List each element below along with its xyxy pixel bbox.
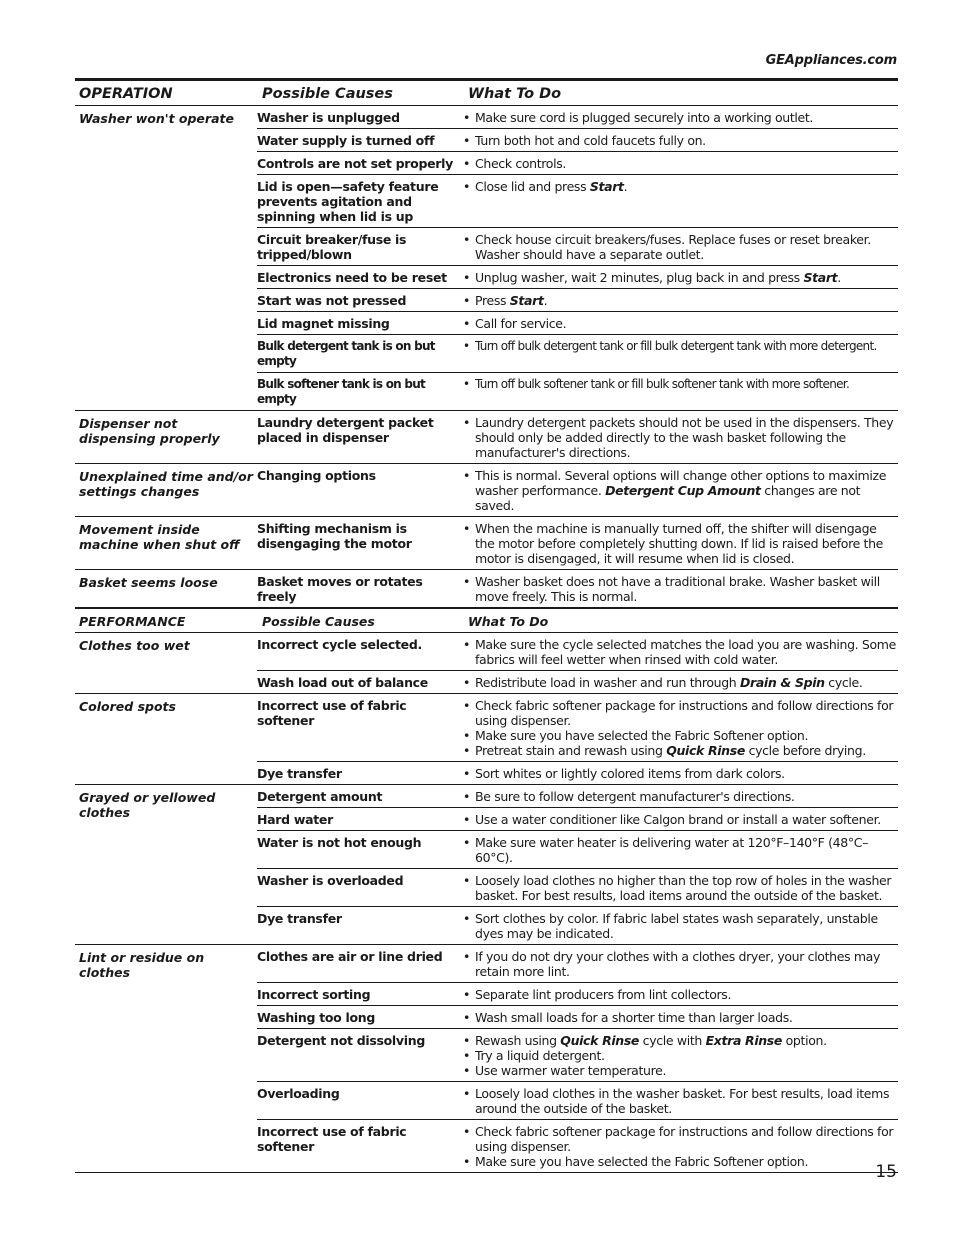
bullet-icon: • [463,521,471,536]
bullet-icon: • [463,339,470,353]
bullet-item [463,574,898,604]
bullet-icon: • [463,911,471,926]
section-title: OPERATION [79,86,173,102]
bullet-text: Call for service. [475,316,567,331]
bullet-text: Loosely load clothes no higher than the top row of holes in the washer basket. For best results, load items around the outside of the basket. [475,873,892,903]
bullet-icon: • [463,873,471,888]
page-number: 15 [875,1162,897,1182]
table-row [257,761,898,784]
bullet-text: This is normal. Several options will change other options to maximize washer performance. Detergent Cup Amount changes are not saved. [475,468,887,513]
bullet-icon: • [463,468,471,483]
cause-rows [257,694,898,784]
bullet-text: Washer basket does not have a traditional brake. Washer basket will move freely. This is normal. [475,574,880,604]
bullet-item [463,468,898,513]
what-to-do [463,133,898,148]
bullet-icon: • [463,1033,471,1048]
bullet-item [463,270,898,285]
bullet-text: Turn off bulk softener tank or fill bulk softener tank with more softener. [475,377,850,391]
table-row [257,174,898,227]
bullet-icon: • [463,179,471,194]
bullet-icon: • [463,415,471,430]
problem-label: Washer won't operate [79,111,234,126]
problem-group [75,633,898,694]
possible-cause: Water is not hot enough [257,835,422,850]
problem-group [75,464,898,517]
bullet-icon: • [463,270,471,285]
bullet-item [463,835,898,865]
cause-rows [257,411,898,463]
emphasis: Start [803,270,838,285]
possible-cause: Bulk detergent tank is on but empty [257,339,435,368]
bullet-text: Use warmer water temperature. [475,1063,667,1078]
what-to-do [463,911,898,941]
bullet-text: Turn both hot and cold faucets fully on. [475,133,706,148]
bullet-item [463,110,898,125]
bullet-item [463,949,898,979]
bullet-item [463,812,898,827]
bullet-item [463,1048,898,1063]
bullet-icon: • [463,1154,471,1169]
problem-label: Lint or residue on clothes [79,950,205,980]
possible-cause: Controls are not set properly [257,156,453,171]
table-row [257,570,898,607]
section-header [75,608,898,633]
bullet-item [463,156,898,171]
what-to-do [463,232,898,262]
bullet-text: Wash small loads for a shorter time than larger loads. [475,1010,793,1025]
what-to-do [463,293,898,308]
problem-label: Dispenser not dispensing properly [79,416,220,446]
what-to-do [463,316,898,331]
possible-cause: Dye transfer [257,766,342,781]
possible-cause: Start was not pressed [257,293,407,308]
problem-group [75,570,898,608]
problem-label: Unexplained time and/or settings changes [79,469,253,499]
cause-rows [257,517,898,569]
emphasis: Start [509,293,544,308]
what-to-do [463,949,898,979]
possible-cause: Shifting mechanism is disengaging the motor [257,521,412,551]
bullet-item [463,293,898,308]
possible-cause: Detergent not dissolving [257,1033,426,1048]
what-to-do [463,1086,898,1116]
what-to-do [463,468,898,513]
table-row [257,830,898,868]
bullet-icon: • [463,766,471,781]
table-row [257,785,898,807]
bullet-text: Make sure water heater is delivering water at 120°F–140°F (48°C–60°C). [475,835,869,865]
table-row [257,982,898,1005]
bullet-text: Check fabric softener package for instructions and follow directions for using dispenser. [475,698,894,728]
cause-rows [257,785,898,944]
bullet-icon: • [463,1124,471,1139]
bullet-icon: • [463,1063,471,1078]
bullet-text: Make sure you have selected the Fabric Softener option. [475,728,809,743]
table-row [257,334,898,372]
bullet-text: Sort whites or lightly colored items from dark colors. [475,766,785,781]
problem-label: Clothes too wet [79,638,190,653]
problem-group [75,785,898,945]
bullet-item [463,987,898,1002]
troubleshooting-table [75,78,898,1173]
bullet-item [463,728,898,743]
problem-group [75,106,898,411]
bullet-item [463,521,898,566]
possible-cause: Electronics need to be reset [257,270,447,285]
bullet-icon: • [463,293,471,308]
table-row [257,517,898,569]
bullet-item [463,873,898,903]
possible-cause: Washing too long [257,1010,376,1025]
bullet-icon: • [463,987,471,1002]
possible-cause: Circuit breaker/fuse is tripped/blown [257,232,407,262]
possible-cause: Overloading [257,1086,340,1101]
bullet-item [463,789,898,804]
problem-group [75,694,898,785]
bullet-icon: • [463,743,471,758]
possible-cause: Lid magnet missing [257,316,390,331]
what-to-do [463,1033,898,1078]
possible-cause: Dye transfer [257,911,342,926]
bullet-icon: • [463,1010,471,1025]
bullet-text: When the machine is manually turned off, the shifter will disengage the motor before completely shutting down. If lid is raised before the motor is disengaged, it will resume when lid is closed. [475,521,884,566]
table-row [257,1028,898,1081]
cause-rows [257,464,898,516]
bullet-item [463,698,898,728]
bullet-text: Redistribute load in washer and run through Drain & Spin cycle. [475,675,863,690]
table-row [257,128,898,151]
emphasis: Drain & Spin [739,675,825,690]
bullet-icon: • [463,133,471,148]
what-to-do [463,156,898,171]
bullet-text: If you do not dry your clothes with a clothes dryer, your clothes may retain more lint. [475,949,881,979]
emphasis: Quick Rinse [560,1033,640,1048]
table-row [257,906,898,944]
bullet-text: Press Start. [475,293,548,308]
possible-cause: Water supply is turned off [257,133,435,148]
possible-cause: Changing options [257,468,376,483]
site-url: GEAppliances.com [765,53,897,68]
bullet-item [463,1086,898,1116]
bullet-text: Check fabric softener package for instructions and follow directions for using dispenser. [475,1124,894,1154]
emphasis: Start [589,179,624,194]
problem-group [75,945,898,1173]
possible-cause: Wash load out of balance [257,675,428,690]
table-row [257,288,898,311]
possible-cause: Incorrect use of fabric softener [257,698,407,728]
table-row [257,868,898,906]
problem-group [75,517,898,570]
what-to-do [463,179,898,224]
bullet-text: Check house circuit breakers/fuses. Replace fuses or reset breaker. Washer should have a separate outlet. [475,232,871,262]
bullet-text: Check controls. [475,156,566,171]
bullet-text: Laundry detergent packets should not be used in the dispensers. They should only be added directly to the wash basket following the manufacturer's directions. [475,415,894,460]
table-row [257,227,898,265]
table-row [257,411,898,463]
bullet-item [463,377,898,392]
bullet-text: Pretreat stain and rewash using Quick Rinse cycle before drying. [475,743,866,758]
section-header [75,78,898,106]
bullet-text: Make sure cord is plugged securely into a working outlet. [475,110,814,125]
bullet-icon: • [463,156,471,171]
table-row [257,1119,898,1172]
bullet-icon: • [463,789,471,804]
bullet-item [463,743,898,758]
bullet-text: Sort clothes by color. If fabric label states wash separately, unstable dyes may be indicated. [475,911,878,941]
table-row [257,372,898,410]
what-to-do [463,1010,898,1025]
bullet-icon: • [463,1086,471,1101]
table-row [257,945,898,982]
bullet-text: Make sure the cycle selected matches the load you are washing. Some fabrics will feel wetter when rinsed with cold water. [475,637,896,667]
table-row [257,807,898,830]
what-to-do [463,377,898,407]
problem-label: Movement inside machine when shut off [79,522,240,552]
table-row [257,151,898,174]
bullet-text: Try a liquid detergent. [475,1048,605,1063]
what-to-do [463,339,898,369]
table-row [257,1005,898,1028]
possible-cause: Hard water [257,812,333,827]
bullet-text: Be sure to follow detergent manufacturer's directions. [475,789,795,804]
emphasis: Extra Rinse [705,1033,783,1048]
causes-heading: Possible Causes [262,614,375,629]
what-to-do [463,766,898,781]
bullet-item [463,232,898,262]
what-to-do [463,987,898,1002]
bullet-icon: • [463,675,471,690]
problem-label: Colored spots [79,699,176,714]
what-to-do [463,1124,898,1169]
table-row [257,670,898,693]
what-to-do [463,574,898,604]
bullet-text: Rewash using Quick Rinse cycle with Extra Rinse option. [475,1033,827,1048]
bullet-icon: • [463,835,471,850]
table-row [257,265,898,288]
cause-rows [257,945,898,1172]
possible-cause: Incorrect sorting [257,987,371,1002]
bullet-item [463,339,898,354]
what-to-do [463,521,898,566]
bullet-item [463,1063,898,1078]
what-to-do [463,675,898,690]
bullet-icon: • [463,949,471,964]
problem-group [75,411,898,464]
table-row [257,106,898,128]
bullet-icon: • [463,812,471,827]
what-to-do [463,415,898,460]
bullet-icon: • [463,316,471,331]
table-row [257,633,898,670]
bullet-item [463,675,898,690]
what-to-do [463,110,898,125]
problem-label: Grayed or yellowed clothes [79,790,216,820]
bullet-icon: • [463,1048,471,1063]
possible-cause: Washer is unplugged [257,110,400,125]
possible-cause: Lid is open—safety feature prevents agitation and spinning when lid is up [257,179,439,224]
possible-cause: Incorrect use of fabric softener [257,1124,407,1154]
bullet-item [463,316,898,331]
bullet-item [463,133,898,148]
bullet-item [463,637,898,667]
cause-rows [257,106,898,410]
bullet-item [463,1154,898,1169]
what-to-do [463,698,898,758]
bullet-icon: • [463,698,471,713]
possible-cause: Washer is overloaded [257,873,404,888]
possible-cause: Basket moves or rotates freely [257,574,423,604]
what-to-do [463,835,898,865]
table-row [257,694,898,761]
what-to-do [463,637,898,667]
bullet-text: Close lid and press Start. [475,179,628,194]
emphasis: Detergent Cup Amount [605,483,761,498]
bullet-text: Loosely load clothes in the washer basket. For best results, load items around the outside of the basket. [475,1086,890,1116]
bullet-text: Separate lint producers from lint collectors. [475,987,732,1002]
what-to-do [463,270,898,285]
bullet-text: Use a water conditioner like Calgon brand or install a water softener. [475,812,881,827]
bullet-icon: • [463,377,470,391]
bullet-item [463,1033,898,1048]
possible-cause: Laundry detergent packet placed in dispenser [257,415,434,445]
what-to-do-heading: What To Do [468,86,562,102]
emphasis: Quick Rinse [666,743,745,758]
possible-cause: Clothes are air or line dried [257,949,443,964]
problem-label: Basket seems loose [79,575,218,590]
bullet-text: Turn off bulk detergent tank or fill bulk detergent tank with more detergent. [475,339,877,353]
what-to-do [463,812,898,827]
possible-cause: Bulk softener tank is on but empty [257,377,426,406]
bullet-item [463,766,898,781]
bullet-icon: • [463,574,471,589]
bullet-text: Unplug washer, wait 2 minutes, plug back in and press Start. [475,270,841,285]
table-row [257,1081,898,1119]
bullet-item [463,415,898,460]
table-row [257,464,898,516]
possible-cause: Detergent amount [257,789,383,804]
section-title: PERFORMANCE [79,614,186,629]
bullet-item [463,179,898,194]
bullet-item [463,1124,898,1154]
bullet-icon: • [463,728,471,743]
what-to-do [463,873,898,903]
what-to-do [463,789,898,804]
bullet-icon: • [463,110,471,125]
cause-rows [257,570,898,607]
bullet-text: Make sure you have selected the Fabric Softener option. [475,1154,809,1169]
bullet-icon: • [463,232,471,247]
bullet-item [463,1010,898,1025]
bullet-icon: • [463,637,471,652]
cause-rows [257,633,898,693]
bullet-item [463,911,898,941]
what-to-do-heading: What To Do [468,614,549,629]
causes-heading: Possible Causes [262,86,393,102]
possible-cause: Incorrect cycle selected. [257,637,422,652]
table-row [257,311,898,334]
